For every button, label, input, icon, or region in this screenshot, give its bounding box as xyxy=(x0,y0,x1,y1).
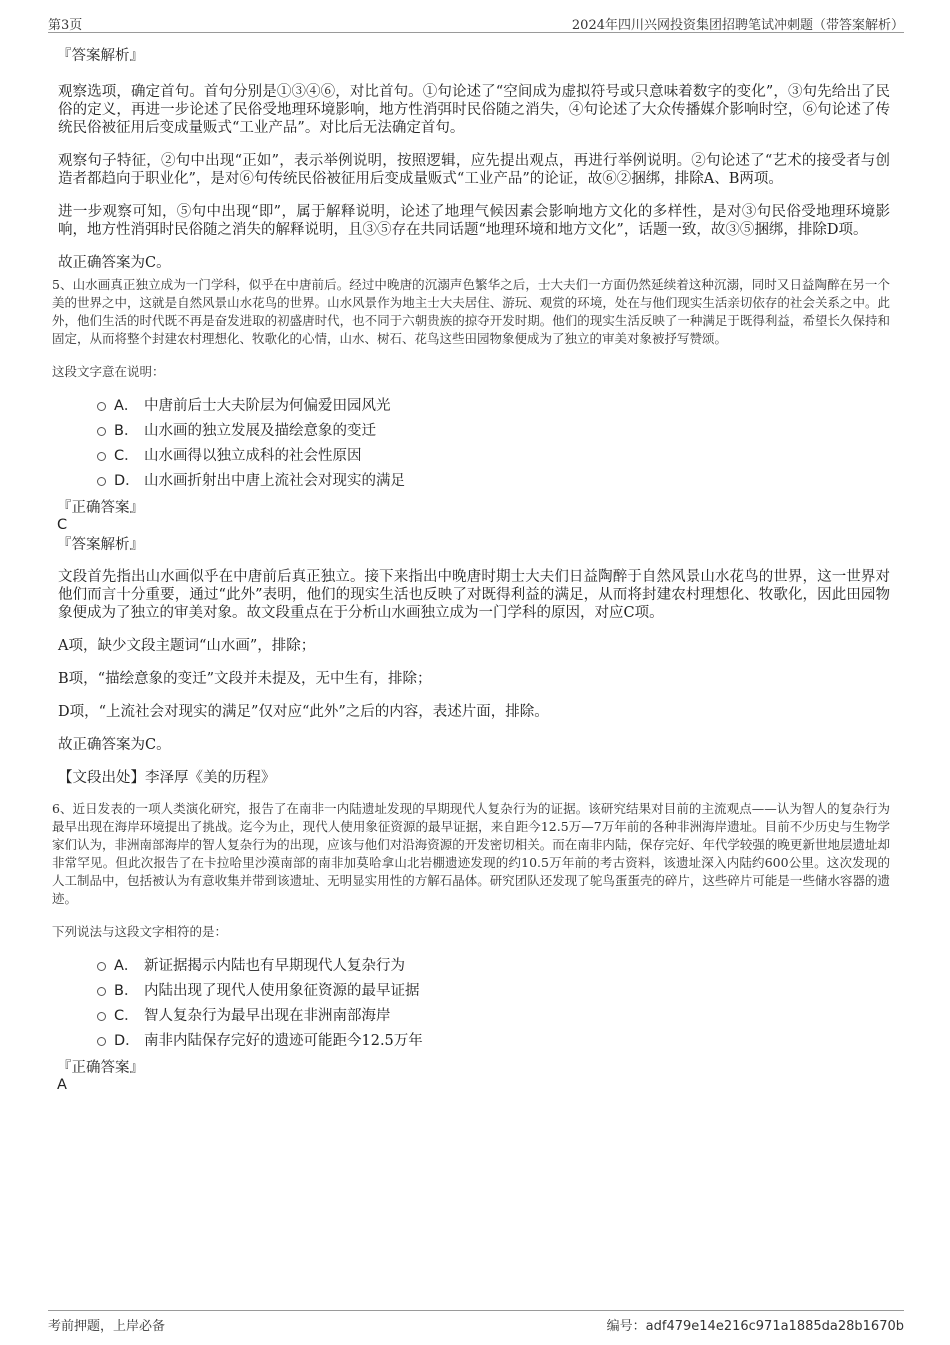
question-5 xyxy=(52,276,890,787)
answer-value: C xyxy=(57,517,68,533)
radio-icon[interactable] xyxy=(97,452,106,461)
question-prompt: 下列说法与这段文字相符的是： xyxy=(52,924,228,939)
option-c[interactable]: C． 山水画得以独立成科的社会性原因 xyxy=(55,442,890,467)
analysis-paragraph: 观察句子特征，②句中出现“正如”，表示举例说明，按照逻辑，应先提出观点，再进行举例说明。②句论述了“艺术的接受者与创造者都趋向于职业化”，是对⑥句传统民俗被征用后变成量贩式“工业产品”的论证，故⑥②捆绑，排除A、B两项。 xyxy=(58,153,890,187)
document-title: 2024年四川兴网投资集团招聘笔试冲刺题（带答案解析） xyxy=(571,18,904,33)
correct-answer-statement: 故正确答案为C。 xyxy=(58,737,171,753)
analysis-paragraph: 观察选项，确定首句。首句分别是①③④⑥，对比首句。①句论述了“空间成为虚拟符号或只意味着数字的变化”，③句先给出了民俗的定义，再进一步论述了民俗受地理环境影响，地方性消弭时民俗随之消失，④句论述了大众传播媒介影响时空，⑥句论述了传统民俗被征用后变成量贩式“工业产品”。对比后无法确定首句。 xyxy=(58,84,890,136)
code-label: 编号： xyxy=(606,1319,646,1334)
analysis-paragraph: B项，“描绘意象的变迁”文段并未提及，无中生有，排除； xyxy=(58,671,432,687)
question-6 xyxy=(52,800,890,1093)
document-code xyxy=(607,1315,904,1334)
q4-analysis xyxy=(55,44,890,272)
radio-icon[interactable] xyxy=(97,477,106,486)
page-content xyxy=(52,44,890,1093)
option-b[interactable]: B． 山水画的独立发展及描绘意象的变迁 xyxy=(55,417,890,442)
analysis-paragraph: D项，“上流社会对现实的满足”仅对应“此外”之后的内容，表述片面，排除。 xyxy=(58,704,549,720)
code-value: adf479e14e216c971a1885da28b1670b xyxy=(645,1319,904,1334)
answer-title: 『正确答案』 xyxy=(57,1060,144,1076)
page-number: 第3页 xyxy=(48,18,83,33)
question-stem: 5、山水画真正独立成为一门学科，似乎在中唐前后。经过中晚唐的沉溺声色繁华之后，士大夫们一方面仍然延续着这种沉溺，同时又日益陶醉在另一个美的世界之中，这就是自然风景山水花鸟的世界。山水风景作为地主士大夫居住、游玩、观赏的环境，处在与他们现实生活亲切依存的社会关系之中。此外，他们生活的时代既不再是奋发进取的初盛唐时代，也不同于六朝贵族的掠夺开发时期。他们的现实生活反映了一种满足于既得利益，希望长久保持和固定，从而将整个封建农村理想化、牧歌化的心情，山水、树石、花鸟这些田园物象便成为了独立的审美对象被抒写赞颂。 xyxy=(52,277,890,346)
page-footer xyxy=(48,1310,904,1335)
source-note: 【文段出处】李泽厚《美的历程》 xyxy=(58,770,276,786)
option-c[interactable]: C． 智人复杂行为最早出现在非洲南部海岸 xyxy=(55,1002,890,1027)
answer-options xyxy=(55,952,890,1052)
question-prompt: 这段文字意在说明： xyxy=(52,364,165,379)
option-a[interactable]: A． 中唐前后士大夫阶层为何偏爱田园风光 xyxy=(55,392,890,417)
analysis-title: 『答案解析』 xyxy=(57,537,144,553)
radio-icon[interactable] xyxy=(97,1037,106,1046)
correct-answer-statement: 故正确答案为C。 xyxy=(58,255,171,271)
radio-icon[interactable] xyxy=(97,427,106,436)
option-d[interactable]: D． 南非内陆保存完好的遗迹可能距今12.5万年 xyxy=(55,1027,890,1052)
analysis-paragraph: 进一步观察可知，⑤句中出现“即”，属于解释说明，论述了地理气候因素会影响地方文化的多样性，是对③句民俗受地理环境影响，地方性消弭时民俗随之消失的解释说明，且③⑤存在共同话题“地理环境和地方文化”，话题一致，故③⑤捆绑，排除D项。 xyxy=(58,204,890,238)
option-d[interactable]: D． 山水画折射出中唐上流社会对现实的满足 xyxy=(55,467,890,492)
page-header xyxy=(48,10,904,33)
question-stem: 6、近日发表的一项人类演化研究，报告了在南非一内陆遗址发现的早期现代人复杂行为的证据。该研究结果对目前的主流观点——认为智人的复杂行为最早出现在海岸环境提出了挑战。迄今为止，现代人使用象征资源的最早证据，来自距今12.5万—7万年前的各种非洲海岸遗址。目前不少历史与生物学家们认为，非洲南部海岸的智人复杂行为的出现，应该与他们对沿海资源的开发密切相关。而在南非内陆，保存完好、年代学较强的晚更新世地层遗址却非常罕见。但此次报告了在卡拉哈里沙漠南部的南非加莫哈拿山北岩棚遗迹发现的约10.5万年前的考古资料，该遗址深入内陆约600公里。这次发现的人工制品中，包括被认为有意收集并带到该遗址、无明显实用性的方解石晶体。研究团队还发现了鸵鸟蛋蛋壳的碎片，这些碎片可能是一些储水容器的遗迹。 xyxy=(52,801,890,906)
option-a[interactable]: A． 新证据揭示内陆也有早期现代人复杂行为 xyxy=(55,952,890,977)
answer-options xyxy=(55,392,890,492)
answer-value: A xyxy=(57,1077,67,1093)
analysis-paragraph: 文段首先指出山水画似乎在中唐前后真正独立。接下来指出中晚唐时期士大夫们日益陶醉于自然风景山水花鸟的世界，这一世界对他们而言十分重要，通过“此外”表明，他们的现实生活也反映了对既得利益的满足，从而将封建农村理想化、牧歌化，因此田园物象便成为了独立的审美对象。故文段重点在于分析山水画独立成为一门学科的原因，对应C项。 xyxy=(58,569,890,621)
option-b[interactable]: B． 内陆出现了现代人使用象征资源的最早证据 xyxy=(55,977,890,1002)
radio-icon[interactable] xyxy=(97,962,106,971)
radio-icon[interactable] xyxy=(97,1012,106,1021)
radio-icon[interactable] xyxy=(97,402,106,411)
analysis-title: 『答案解析』 xyxy=(57,48,144,64)
answer-title: 『正确答案』 xyxy=(57,500,144,516)
analysis-paragraph: A项，缺少文段主题词“山水画”，排除； xyxy=(58,638,316,654)
radio-icon[interactable] xyxy=(97,987,106,996)
footer-slogan: 考前押题，上岸必备 xyxy=(48,1319,166,1334)
